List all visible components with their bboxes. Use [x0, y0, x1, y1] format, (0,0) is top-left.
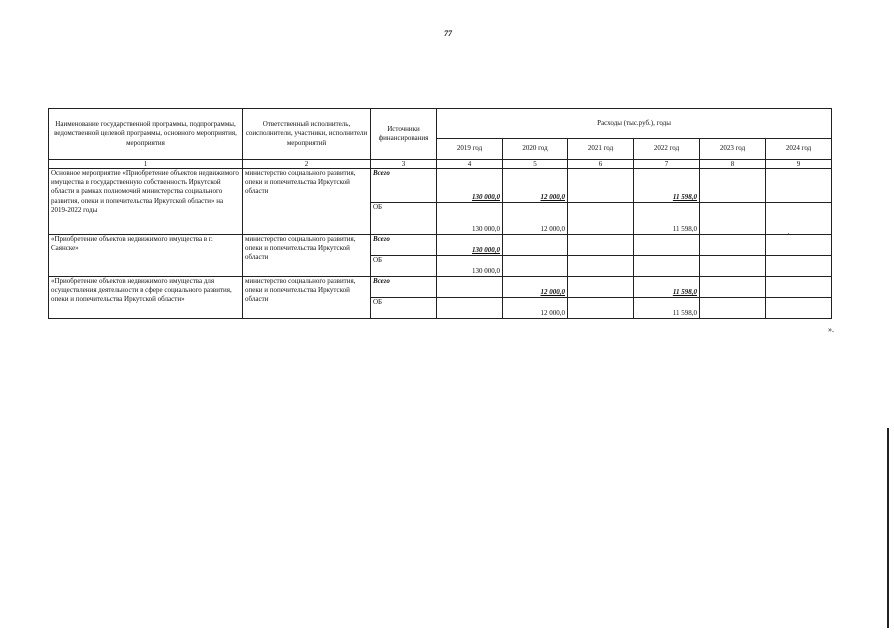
ob-value — [568, 256, 634, 277]
total-value — [568, 235, 634, 256]
closing-mark: ». — [828, 325, 834, 334]
ob-value — [766, 298, 832, 319]
column-number: 1 — [49, 160, 243, 169]
column-number: 3 — [371, 160, 437, 169]
scan-dot — [788, 233, 789, 234]
row-name: «Приобретение объектов недвижимого имущества для осуществления деятельности в сфере социального развития, опеки и попечительства Иркутской области» — [49, 277, 243, 319]
total-value — [766, 235, 832, 256]
column-number: 8 — [700, 160, 766, 169]
row-name: «Приобретение объектов недвижимого имущества в г. Саянске» — [49, 235, 243, 277]
total-value: 12 000,0 — [503, 169, 568, 203]
table-row — [49, 235, 832, 256]
ob-value — [503, 256, 568, 277]
column-number: 4 — [437, 160, 503, 169]
source-ob-label: ОБ — [371, 298, 437, 319]
year-header: 2022 год — [634, 139, 700, 160]
header-name: Наименование государственной программы, подпрограммы, ведомственной целевой программы, основного мероприятия, мероприятия — [49, 109, 243, 160]
total-value — [766, 277, 832, 298]
page-number: 77 — [444, 29, 452, 38]
ob-value — [568, 203, 634, 235]
year-header: 2024 год — [766, 139, 832, 160]
header-expenses: Расходы (тыс.руб.), годы — [437, 109, 832, 139]
table-row — [49, 277, 832, 298]
row-responsible: министерство социального развития, опеки и попечительства Иркутской области — [243, 169, 371, 235]
year-header: 2020 год — [503, 139, 568, 160]
source-ob-label: ОБ — [371, 203, 437, 235]
column-number: 5 — [503, 160, 568, 169]
total-value — [766, 169, 832, 203]
ob-value: 11 598,0 — [634, 298, 700, 319]
year-header: 2023 год — [700, 139, 766, 160]
margin-line — [887, 428, 889, 628]
ob-value — [700, 298, 766, 319]
column-number-row — [49, 160, 832, 169]
ob-value: 130 000,0 — [437, 203, 503, 235]
total-value — [503, 235, 568, 256]
table-row — [49, 169, 832, 203]
total-value — [700, 169, 766, 203]
year-header: 2021 год — [568, 139, 634, 160]
column-number: 2 — [243, 160, 371, 169]
header-row — [49, 109, 832, 139]
ob-value: 11 598,0 — [634, 203, 700, 235]
ob-value — [700, 203, 766, 235]
total-value: 11 598,0 — [634, 277, 700, 298]
ob-value — [766, 256, 832, 277]
row-responsible: министерство социального развития, опеки и попечительства Иркутской области — [243, 235, 371, 277]
ob-value: 130 000,0 — [437, 256, 503, 277]
row-responsible: министерство социального развития, опеки и попечительства Иркутской области — [243, 277, 371, 319]
total-value — [634, 235, 700, 256]
total-value — [437, 277, 503, 298]
column-number: 7 — [634, 160, 700, 169]
ob-value — [568, 298, 634, 319]
budget-table — [48, 108, 832, 319]
source-total-label: Всего — [371, 169, 437, 203]
total-value — [568, 277, 634, 298]
source-total-label: Всего — [371, 235, 437, 256]
ob-value — [700, 256, 766, 277]
column-number: 9 — [766, 160, 832, 169]
total-value — [700, 235, 766, 256]
ob-value — [437, 298, 503, 319]
year-header: 2019 год — [437, 139, 503, 160]
ob-value — [634, 256, 700, 277]
column-number: 6 — [568, 160, 634, 169]
total-value: 12 000,0 — [503, 277, 568, 298]
source-ob-label: ОБ — [371, 256, 437, 277]
ob-value — [766, 203, 832, 235]
total-value: 11 598,0 — [634, 169, 700, 203]
total-value — [568, 169, 634, 203]
ob-value: 12 000,0 — [503, 203, 568, 235]
source-total-label: Всего — [371, 277, 437, 298]
header-source: Источники финансирования — [371, 109, 437, 160]
row-name: Основное мероприятие «Приобретение объектов недвижимого имущества в государственную собственность Иркутской области в рамках полномочий министерства социального развития, опеки и попечительства Иркутской области» на 2019-2022 годы — [49, 169, 243, 235]
ob-value: 12 000,0 — [503, 298, 568, 319]
total-value: 130 000,0 — [437, 169, 503, 203]
header-responsible: Ответственный исполнитель, соисполнители, участники, исполнители мероприятий — [243, 109, 371, 160]
total-value — [700, 277, 766, 298]
total-value: 130 000,0 — [437, 235, 503, 256]
